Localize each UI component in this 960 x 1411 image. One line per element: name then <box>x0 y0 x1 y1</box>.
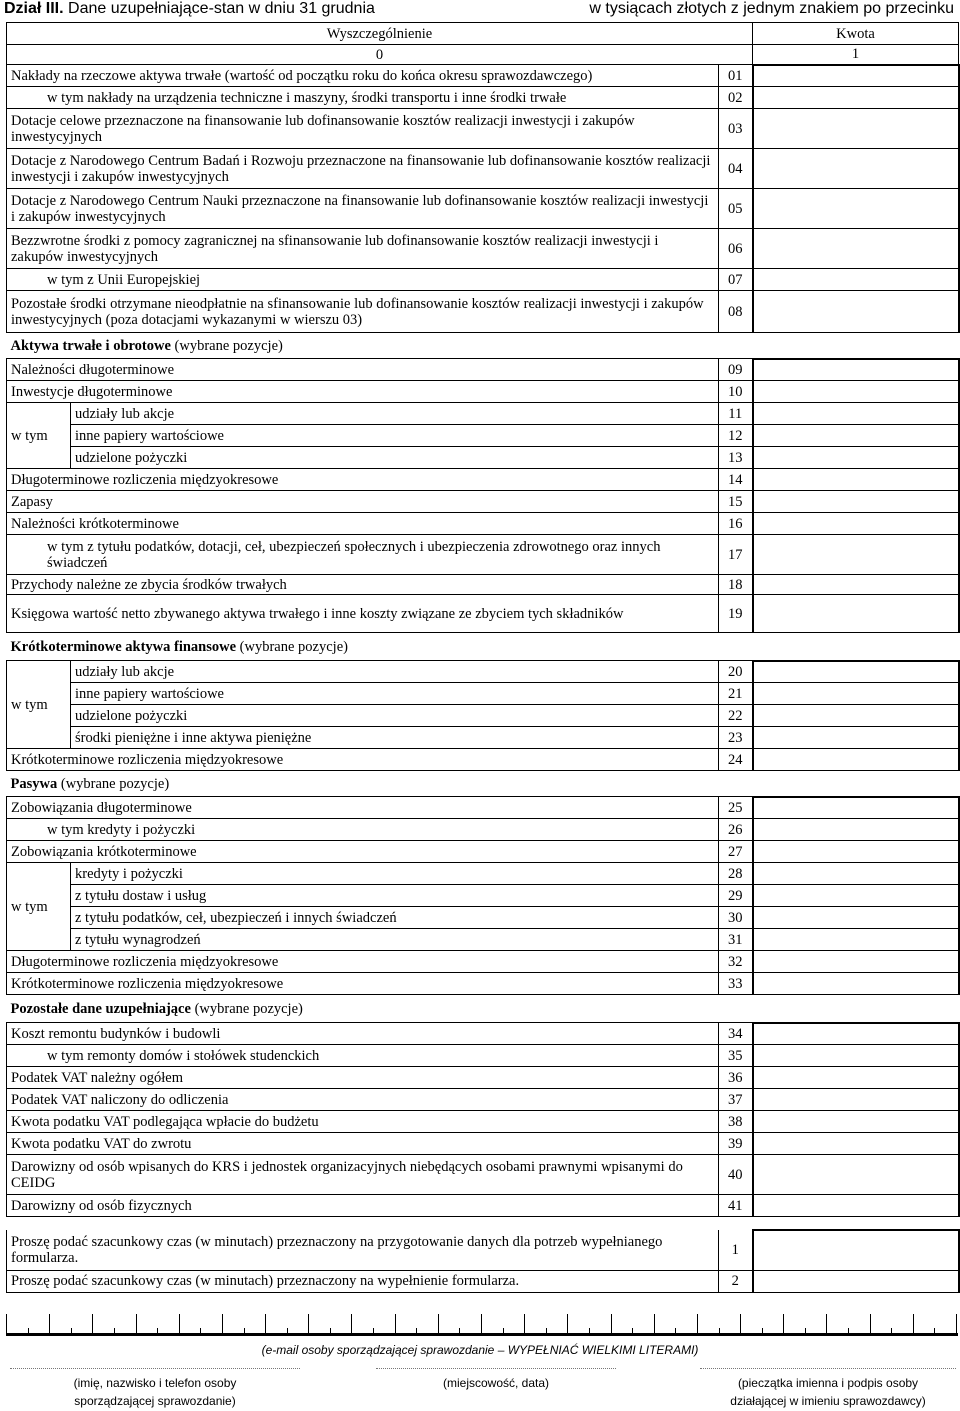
signature-line-date <box>376 1368 616 1369</box>
w-tym-label: w tym <box>7 661 71 749</box>
amount-field-r28[interactable] <box>753 863 959 885</box>
email-box-divider <box>611 1314 612 1336</box>
email-box-divider <box>589 1328 590 1336</box>
signature-date: (miejscowość, data) <box>442 1376 550 1390</box>
row-number-r11: 11 <box>719 403 753 425</box>
email-box-divider <box>373 1328 374 1336</box>
row-label-r10: Inwestycje długoterminowe <box>7 381 719 403</box>
email-box-divider <box>740 1314 741 1336</box>
row-number-r35: 35 <box>719 1045 753 1067</box>
w-tym-label: w tym <box>7 863 71 951</box>
form-header <box>4 0 956 20</box>
amount-field-r24[interactable] <box>753 749 959 771</box>
table-row <box>7 973 959 995</box>
table-row <box>7 65 959 87</box>
section-title-fin: Krótkoterminowe aktywa finansowe (wybrane pozycje) <box>7 633 753 661</box>
amount-field-r20[interactable] <box>753 661 959 683</box>
email-box-divider <box>697 1314 698 1336</box>
email-box-divider <box>848 1328 849 1336</box>
table-row <box>7 513 959 535</box>
row-number-r32: 32 <box>719 951 753 973</box>
row-label-r18: Przychody należne ze zbycia środków trwałych <box>7 575 719 595</box>
amount-field-r12[interactable] <box>753 425 959 447</box>
amount-field-r04[interactable] <box>753 149 959 189</box>
supplementary-data-table <box>6 22 960 1293</box>
row-number-r28: 28 <box>719 863 753 885</box>
amount-field-r37[interactable] <box>753 1089 959 1111</box>
amount-field-t2[interactable] <box>753 1270 959 1292</box>
row-label-r28: kredyty i pożyczki <box>71 863 719 885</box>
email-box-divider <box>287 1328 288 1336</box>
row-number-r40: 40 <box>719 1155 753 1195</box>
email-entry-boxes[interactable] <box>6 1310 958 1336</box>
row-label-r14: Długoterminowe rozliczenia międzyokresowe <box>7 469 719 491</box>
column-index-description: 0 <box>7 45 753 65</box>
row-number-r29: 29 <box>719 885 753 907</box>
row-number-r38: 38 <box>719 1111 753 1133</box>
row-number-r12: 12 <box>719 425 753 447</box>
table-row <box>7 1067 959 1089</box>
section-header-liab <box>7 771 959 797</box>
email-box-divider <box>870 1314 871 1336</box>
email-box-divider <box>136 1314 137 1336</box>
table-row <box>7 1270 959 1292</box>
row-number-r31: 31 <box>719 929 753 951</box>
row-label-t2: Proszę podać szacunkowy czas (w minutach) przeznaczony na wypełnienie formularza. <box>7 1270 719 1292</box>
table-row <box>7 1023 959 1045</box>
row-number-r04: 04 <box>719 149 753 189</box>
table-row <box>7 1195 959 1217</box>
amount-field-r06[interactable] <box>753 229 959 269</box>
row-label-r37: Podatek VAT naliczony do odliczenia <box>7 1089 719 1111</box>
row-label-r23: środki pieniężne i inne aktywa pieniężne <box>71 727 719 749</box>
column-header-description: Wyszczególnienie <box>7 23 753 45</box>
email-box-divider <box>567 1314 568 1336</box>
table-row <box>7 595 959 633</box>
row-label-r39: Kwota podatku VAT do zwrotu <box>7 1133 719 1155</box>
table-row <box>7 819 959 841</box>
table-row <box>7 291 959 333</box>
row-label-r19: Księgowa wartość netto zbywanego aktywa trwałego i inne koszty związane ze zbyciem tych składników <box>7 595 719 633</box>
row-label-r30: z tytułu podatków, ceł, ubezpieczeń i innych świadczeń <box>71 907 719 929</box>
email-box-divider <box>632 1328 633 1336</box>
row-number-r19: 19 <box>719 595 753 633</box>
amount-field-r14[interactable] <box>753 469 959 491</box>
row-number-r07: 07 <box>719 269 753 291</box>
table-row <box>7 863 959 885</box>
row-number-r18: 18 <box>719 575 753 595</box>
email-box-divider <box>719 1328 720 1336</box>
row-number-r16: 16 <box>719 513 753 535</box>
table-row <box>7 447 959 469</box>
email-box-divider <box>503 1328 504 1336</box>
amount-field-r07[interactable] <box>753 269 959 291</box>
row-label-r04: Dotacje z Narodowego Centrum Badań i Rozwoju przeznaczone na finansowanie lub dofinansowanie kosztów realizacji inwestycji i zakupów inwestycyjnych <box>7 149 719 189</box>
row-label-r24: Krótkoterminowe rozliczenia międzyokresowe <box>7 749 719 771</box>
amount-field-r36[interactable] <box>753 1067 959 1089</box>
email-box-divider <box>244 1328 245 1336</box>
email-box-divider <box>92 1314 93 1336</box>
amount-field-r38[interactable] <box>753 1111 959 1133</box>
table-row <box>7 425 959 447</box>
amount-field-r09[interactable] <box>753 359 959 381</box>
row-label-r17: w tym z tytułu podatków, dotacji, ceł, ubezpieczeń społecznych i ubezpieczenia zdrowotnego oraz innych świadczeń <box>7 535 719 575</box>
row-number-r39: 39 <box>719 1133 753 1155</box>
email-box-divider <box>114 1328 115 1336</box>
row-number-r05: 05 <box>719 189 753 229</box>
table-row <box>7 403 959 425</box>
amount-field-r15[interactable] <box>753 491 959 513</box>
row-label-r31: z tytułu wynagrodzeń <box>71 929 719 951</box>
table-row <box>7 109 959 149</box>
table-row <box>7 749 959 771</box>
signature-line-stamp <box>700 1368 956 1369</box>
amount-field-r27[interactable] <box>753 841 959 863</box>
amount-field-r16[interactable] <box>753 513 959 535</box>
table-row <box>7 491 959 513</box>
amount-field-r22[interactable] <box>753 705 959 727</box>
amount-field-r18[interactable] <box>753 575 959 595</box>
amount-field-r08[interactable] <box>753 291 959 333</box>
email-box-divider <box>395 1314 396 1336</box>
email-box-divider <box>546 1328 547 1336</box>
table-row <box>7 229 959 269</box>
email-box-divider <box>956 1314 957 1336</box>
email-box-divider <box>654 1314 655 1336</box>
email-box-divider <box>200 1328 201 1336</box>
amount-field-r32[interactable] <box>753 951 959 973</box>
row-number-r23: 23 <box>719 727 753 749</box>
table-row <box>7 705 959 727</box>
row-number-r36: 36 <box>719 1067 753 1089</box>
email-box-divider <box>28 1328 29 1336</box>
email-box-divider <box>891 1328 892 1336</box>
amount-field-r33[interactable] <box>753 973 959 995</box>
row-number-r20: 20 <box>719 661 753 683</box>
row-label-r40: Darowizny od osób wpisanych do KRS i jednostek organizacyjnych niebędących osobami prawnymi wpisanymi do CEIDG <box>7 1155 719 1195</box>
row-number-r30: 30 <box>719 907 753 929</box>
email-box-divider <box>524 1314 525 1336</box>
row-number-r14: 14 <box>719 469 753 491</box>
email-box-divider <box>416 1328 417 1336</box>
table-row <box>7 269 959 291</box>
table-row <box>7 907 959 929</box>
table-row <box>7 841 959 863</box>
email-box-divider <box>481 1314 482 1336</box>
amount-field-r10[interactable] <box>753 381 959 403</box>
row-label-r41: Darowizny od osób fizycznych <box>7 1195 719 1217</box>
table-row <box>7 575 959 595</box>
row-label-t1: Proszę podać szacunkowy czas (w minutach) przeznaczony na przygotowanie danych dla potrzeb wypełnianego formularza. <box>7 1230 719 1270</box>
row-label-r38: Kwota podatku VAT podlegająca wpłacie do budżetu <box>7 1111 719 1133</box>
column-header-amount: Kwota <box>753 23 959 45</box>
email-box-divider <box>330 1328 331 1336</box>
email-box-divider <box>459 1328 460 1336</box>
row-label-r32: Długoterminowe rozliczenia międzyokresowe <box>7 951 719 973</box>
amount-field-r34[interactable] <box>753 1023 959 1045</box>
signature-stamp: (pieczątka imienna i podpis osoby działającej w imieniu sprawozdawcy) <box>730 1376 926 1408</box>
row-number-r37: 37 <box>719 1089 753 1111</box>
row-label-r09: Należności długoterminowe <box>7 359 719 381</box>
table-row <box>7 87 959 109</box>
row-label-r20: udziały lub akcje <box>71 661 719 683</box>
table-row <box>7 469 959 491</box>
unit-note: w tysiącach złotych z jednym znakiem po przecinku <box>589 0 954 17</box>
row-number-r21: 21 <box>719 683 753 705</box>
amount-field-r31[interactable] <box>753 929 959 951</box>
row-number-r27: 27 <box>719 841 753 863</box>
email-box-divider <box>438 1314 439 1336</box>
table-row <box>7 797 959 819</box>
amount-field-r02[interactable] <box>753 87 959 109</box>
section-title-liab: Pasywa (wybrane pozycje) <box>7 771 753 797</box>
row-label-r16: Należności krótkoterminowe <box>7 513 719 535</box>
row-number-r33: 33 <box>719 973 753 995</box>
table-row <box>7 1230 959 1270</box>
amount-field-r01[interactable] <box>753 65 959 87</box>
table-row <box>7 683 959 705</box>
email-box-divider <box>826 1314 827 1336</box>
row-label-r21: inne papiery wartościowe <box>71 683 719 705</box>
row-number-r15: 15 <box>719 491 753 513</box>
row-number-r03: 03 <box>719 109 753 149</box>
signature-preparer: (imię, nazwisko i telefon osoby sporządzającej sprawozdanie) <box>73 1376 237 1408</box>
row-label-r29: z tytułu dostaw i usług <box>71 885 719 907</box>
email-note: (e-mail osoby sporządzającej sprawozdanie – WYPEŁNIAĆ WIELKIMI LITERAMI) <box>261 1343 699 1357</box>
email-box-divider <box>783 1314 784 1336</box>
row-number-r17: 17 <box>719 535 753 575</box>
amount-field-r35[interactable] <box>753 1045 959 1067</box>
row-label-r27: Zobowiązania krótkoterminowe <box>7 841 719 863</box>
table-row <box>7 1045 959 1067</box>
row-number-r25: 25 <box>719 797 753 819</box>
amount-field-r29[interactable] <box>753 885 959 907</box>
email-box-divider <box>913 1314 914 1336</box>
amount-field-t1[interactable] <box>753 1230 959 1270</box>
section-header-other <box>7 995 959 1023</box>
table-row <box>7 1133 959 1155</box>
table-row <box>7 727 959 749</box>
amount-field-r39[interactable] <box>753 1133 959 1155</box>
amount-field-r25[interactable] <box>753 797 959 819</box>
row-label-r13: udzielone pożyczki <box>71 447 719 469</box>
row-label-r07: w tym z Unii Europejskiej <box>7 269 719 291</box>
row-number-t2: 2 <box>719 1270 753 1292</box>
row-label-r02: w tym nakłady na urządzenia techniczne i maszyny, środki transportu i inne środki trwałe <box>7 87 719 109</box>
column-index-amount: 1 <box>753 45 959 65</box>
section-spacer <box>753 771 959 797</box>
amount-field-r23[interactable] <box>753 727 959 749</box>
row-number-r24: 24 <box>719 749 753 771</box>
row-number-r41: 41 <box>719 1195 753 1217</box>
row-label-r35: w tym remonty domów i stołówek studenckich <box>7 1045 719 1067</box>
email-box-divider <box>6 1314 7 1336</box>
email-box-divider <box>71 1328 72 1336</box>
email-box-divider <box>308 1314 309 1336</box>
row-label-r15: Zapasy <box>7 491 719 513</box>
amount-field-r26[interactable] <box>753 819 959 841</box>
email-box-divider <box>675 1328 676 1336</box>
row-number-r10: 10 <box>719 381 753 403</box>
row-number-r09: 09 <box>719 359 753 381</box>
row-label-r22: udzielone pożyczki <box>71 705 719 727</box>
signature-line-preparer <box>10 1368 300 1369</box>
row-number-r22: 22 <box>719 705 753 727</box>
table-row <box>7 359 959 381</box>
row-label-r06: Bezzwrotne środki z pomocy zagranicznej na sfinansowanie lub dofinansowanie kosztów realizacji inwestycji i zakupów inwestycyjnych <box>7 229 719 269</box>
row-number-r01: 01 <box>719 65 753 87</box>
section-title-other: Pozostałe dane uzupełniające (wybrane pozycje) <box>7 995 753 1023</box>
row-label-r05: Dotacje z Narodowego Centrum Nauki przeznaczone na finansowanie lub dofinansowanie kosztów realizacji inwestycji i zakupów inwestycyjnych <box>7 189 719 229</box>
row-label-r34: Koszt remontu budynków i budowli <box>7 1023 719 1045</box>
amount-field-r30[interactable] <box>753 907 959 929</box>
amount-field-r13[interactable] <box>753 447 959 469</box>
section-spacer <box>753 995 959 1023</box>
section-title: Dział III. Dane uzupełniające-stan w dniu 31 grudnia <box>4 0 375 17</box>
table-row <box>7 1111 959 1133</box>
email-box-divider <box>934 1328 935 1336</box>
amount-field-r41[interactable] <box>753 1195 959 1217</box>
email-box-divider <box>157 1328 158 1336</box>
amount-field-r21[interactable] <box>753 683 959 705</box>
amount-field-r17[interactable] <box>753 535 959 575</box>
table-row <box>7 189 959 229</box>
row-number-t1: 1 <box>719 1230 753 1270</box>
row-label-r11: udziały lub akcje <box>71 403 719 425</box>
w-tym-label: w tym <box>7 403 71 469</box>
row-label-r36: Podatek VAT należny ogółem <box>7 1067 719 1089</box>
section-header-assets <box>7 333 959 359</box>
row-number-r34: 34 <box>719 1023 753 1045</box>
section-header-fin <box>7 633 959 661</box>
email-box-divider <box>351 1314 352 1336</box>
row-label-r03: Dotacje celowe przeznaczone na finansowanie lub dofinansowanie kosztów realizacji inwestycji i zakupów inwestycyjnych <box>7 109 719 149</box>
row-number-r02: 02 <box>719 87 753 109</box>
section-title-assets: Aktywa trwałe i obrotowe (wybrane pozycje) <box>7 333 753 359</box>
row-label-r01: Nakłady na rzeczowe aktywa trwałe (wartość od początku roku do końca okresu sprawozdawczego) <box>7 65 719 87</box>
row-label-r33: Krótkoterminowe rozliczenia międzyokresowe <box>7 973 719 995</box>
email-box-divider <box>762 1328 763 1336</box>
amount-field-r03[interactable] <box>753 109 959 149</box>
amount-field-r11[interactable] <box>753 403 959 425</box>
email-box-divider <box>179 1314 180 1336</box>
row-number-r26: 26 <box>719 819 753 841</box>
table-row <box>7 661 959 683</box>
row-number-r13: 13 <box>719 447 753 469</box>
section-spacer <box>753 633 959 661</box>
section-spacer <box>753 333 959 359</box>
table-row <box>7 929 959 951</box>
row-label-r25: Zobowiązania długoterminowe <box>7 797 719 819</box>
email-box-divider <box>265 1314 266 1336</box>
amount-field-r05[interactable] <box>753 189 959 229</box>
email-box-divider <box>222 1314 223 1336</box>
email-box-divider <box>805 1328 806 1336</box>
email-box-divider <box>49 1314 50 1336</box>
table-row <box>7 381 959 403</box>
table-row <box>7 885 959 907</box>
amount-field-r19[interactable] <box>753 595 959 633</box>
row-label-r08: Pozostałe środki otrzymane nieodpłatnie na sfinansowanie lub dofinansowanie kosztów realizacji inwestycji i zakupów inwestycyjnych (poza dotacjami wykazanymi w wierszu 03) <box>7 291 719 333</box>
table-row <box>7 535 959 575</box>
table-row <box>7 149 959 189</box>
table-row <box>7 1089 959 1111</box>
row-label-r26: w tym kredyty i pożyczki <box>7 819 719 841</box>
row-number-r06: 06 <box>719 229 753 269</box>
amount-field-r40[interactable] <box>753 1155 959 1195</box>
row-label-r12: inne papiery wartościowe <box>71 425 719 447</box>
table-row <box>7 1155 959 1195</box>
table-row <box>7 951 959 973</box>
row-number-r08: 08 <box>719 291 753 333</box>
